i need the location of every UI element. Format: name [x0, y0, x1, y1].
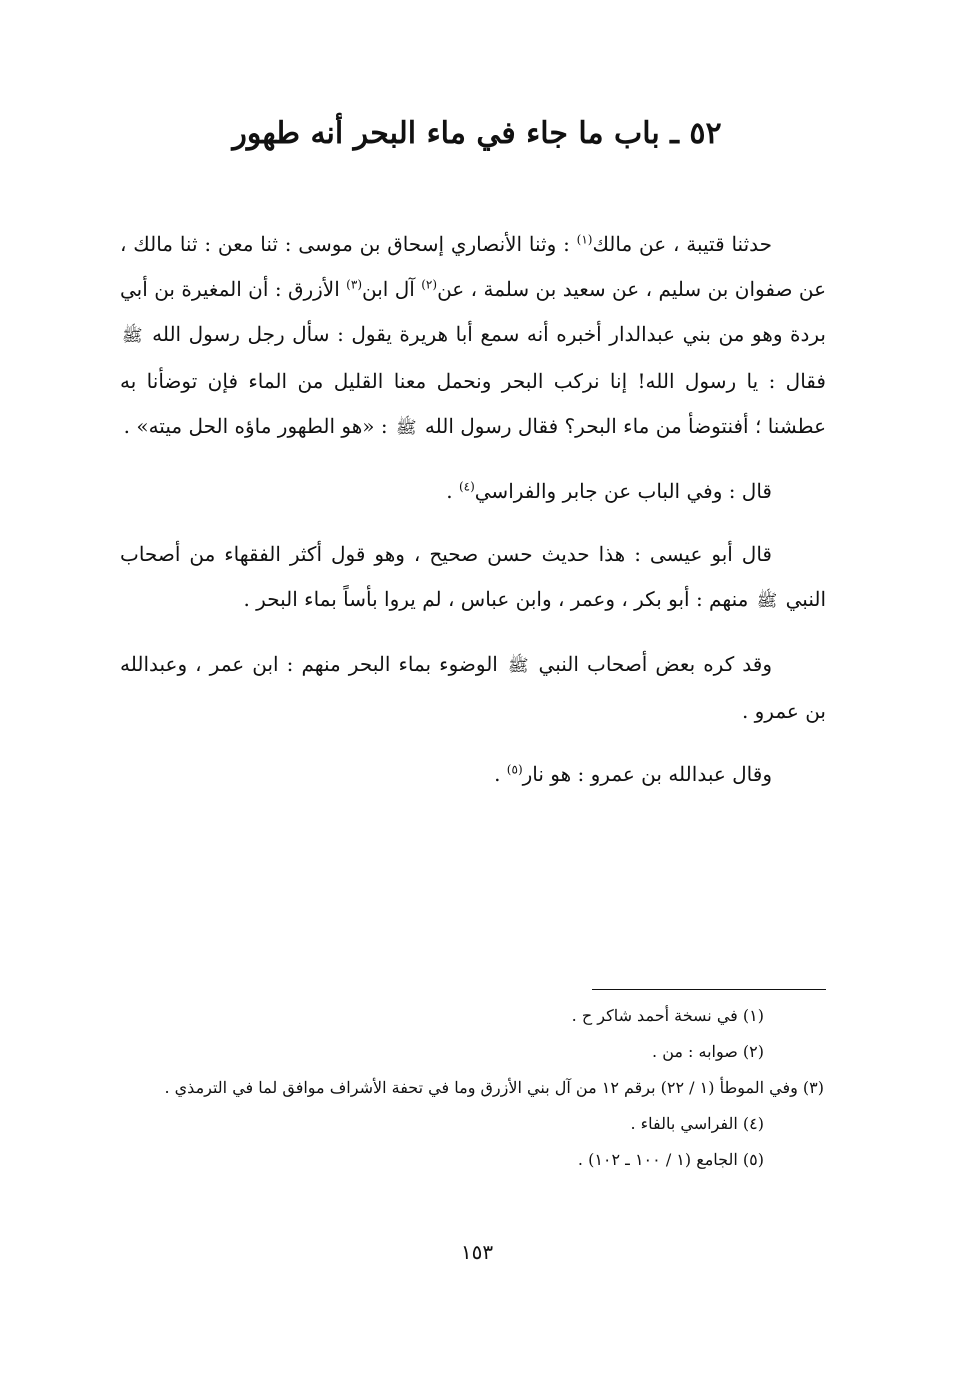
text-segment: آل ابن [362, 277, 422, 301]
text-segment: : «هو الطهور ماؤه الحل ميته» . [123, 414, 394, 438]
footnote-marker: (٥) [506, 762, 523, 777]
salawat-glyph: ﷺ [507, 656, 529, 676]
footnotes [112, 998, 824, 1178]
hadith-paragraph [120, 222, 826, 451]
chapter-title: ٥٢ ـ باب ما جاء في ماء البحر أنه طهور [232, 116, 722, 151]
footnote-marker: (٢) [421, 277, 438, 292]
text-segment: فقال : يا رسول الله! إنا نركب البحر ونحمل معنا القليل من الماء فإن توضأنا به عطشنا ؛ أفنتوضأ من ماء البحر؟ فقال رسول الله [120, 369, 826, 438]
page-number: ١٥٣ [460, 1240, 494, 1264]
text-segment: حدثنا قتيبة ، عن مالك [592, 232, 772, 256]
footnote-3: (٣) وفي الموطأ (١ / ٢٢) برقم ١٢ من آل بني الأزرق وما في تحفة الأشراف موافق لما في الترمذي . [164, 1078, 824, 1097]
main-text [120, 222, 826, 815]
quote-paragraph [120, 752, 826, 797]
text-segment: : وثنا الأنصاري إسحاق بن موسى : ثنا معن : ثنا مالك ، عن صفوان بن سليم ، عن سعيد بن سلمة ، عن [120, 232, 827, 301]
text-segment: . [446, 479, 459, 503]
text-segment: الوضوء بماء البحر منهم : ابن عمر ، وعبدالله بن عمرو . [120, 652, 826, 723]
footnote-2: (٢) صوابه : من . [652, 1042, 764, 1061]
salawat-glyph: ﷺ [122, 326, 143, 346]
text-segment: . [494, 762, 507, 786]
text-segment: الأزرق : أن المغيرة بن أبي بردة وهو من بني عبدالدار أخبره أنه سمع أبا هريرة يقول : سأل رجل رسول الله [120, 277, 826, 346]
footnote-marker: (١) [576, 232, 593, 247]
footnote-marker: (٤) [458, 479, 475, 494]
dissent-paragraph [120, 642, 826, 734]
text-segment: وقد كره بعض أصحاب النبي [538, 652, 772, 676]
text-segment: قال : وفي الباب عن جابر والفراسي [474, 479, 772, 503]
salawat-glyph: ﷺ [756, 591, 778, 611]
grading-paragraph [120, 532, 826, 624]
footnote-1: (١) في نسخة أحمد شاكر ح . [571, 1006, 764, 1025]
related-narrations-paragraph [120, 469, 826, 514]
footnote-divider [592, 989, 826, 990]
text-segment: منهم : أبو بكر ، وعمر ، وابن عباس ، لم يروا بأساً بماء البحر . [243, 587, 755, 611]
footnote-marker: (٣) [346, 277, 362, 292]
salawat-glyph: ﷺ [396, 418, 417, 438]
text-segment: وقال عبدالله بن عمرو : هو نار [522, 762, 772, 786]
footnote-4: (٤) الفراسي بالفاء . [630, 1114, 764, 1133]
footnote-5: (٥) الجامع (١ / ١٠٠ ـ ١٠٢) . [577, 1150, 764, 1169]
text-segment: قال أبو عيسى : هذا حديث حسن صحيح ، وهو قول أكثر الفقهاء من أصحاب النبي [120, 542, 826, 611]
